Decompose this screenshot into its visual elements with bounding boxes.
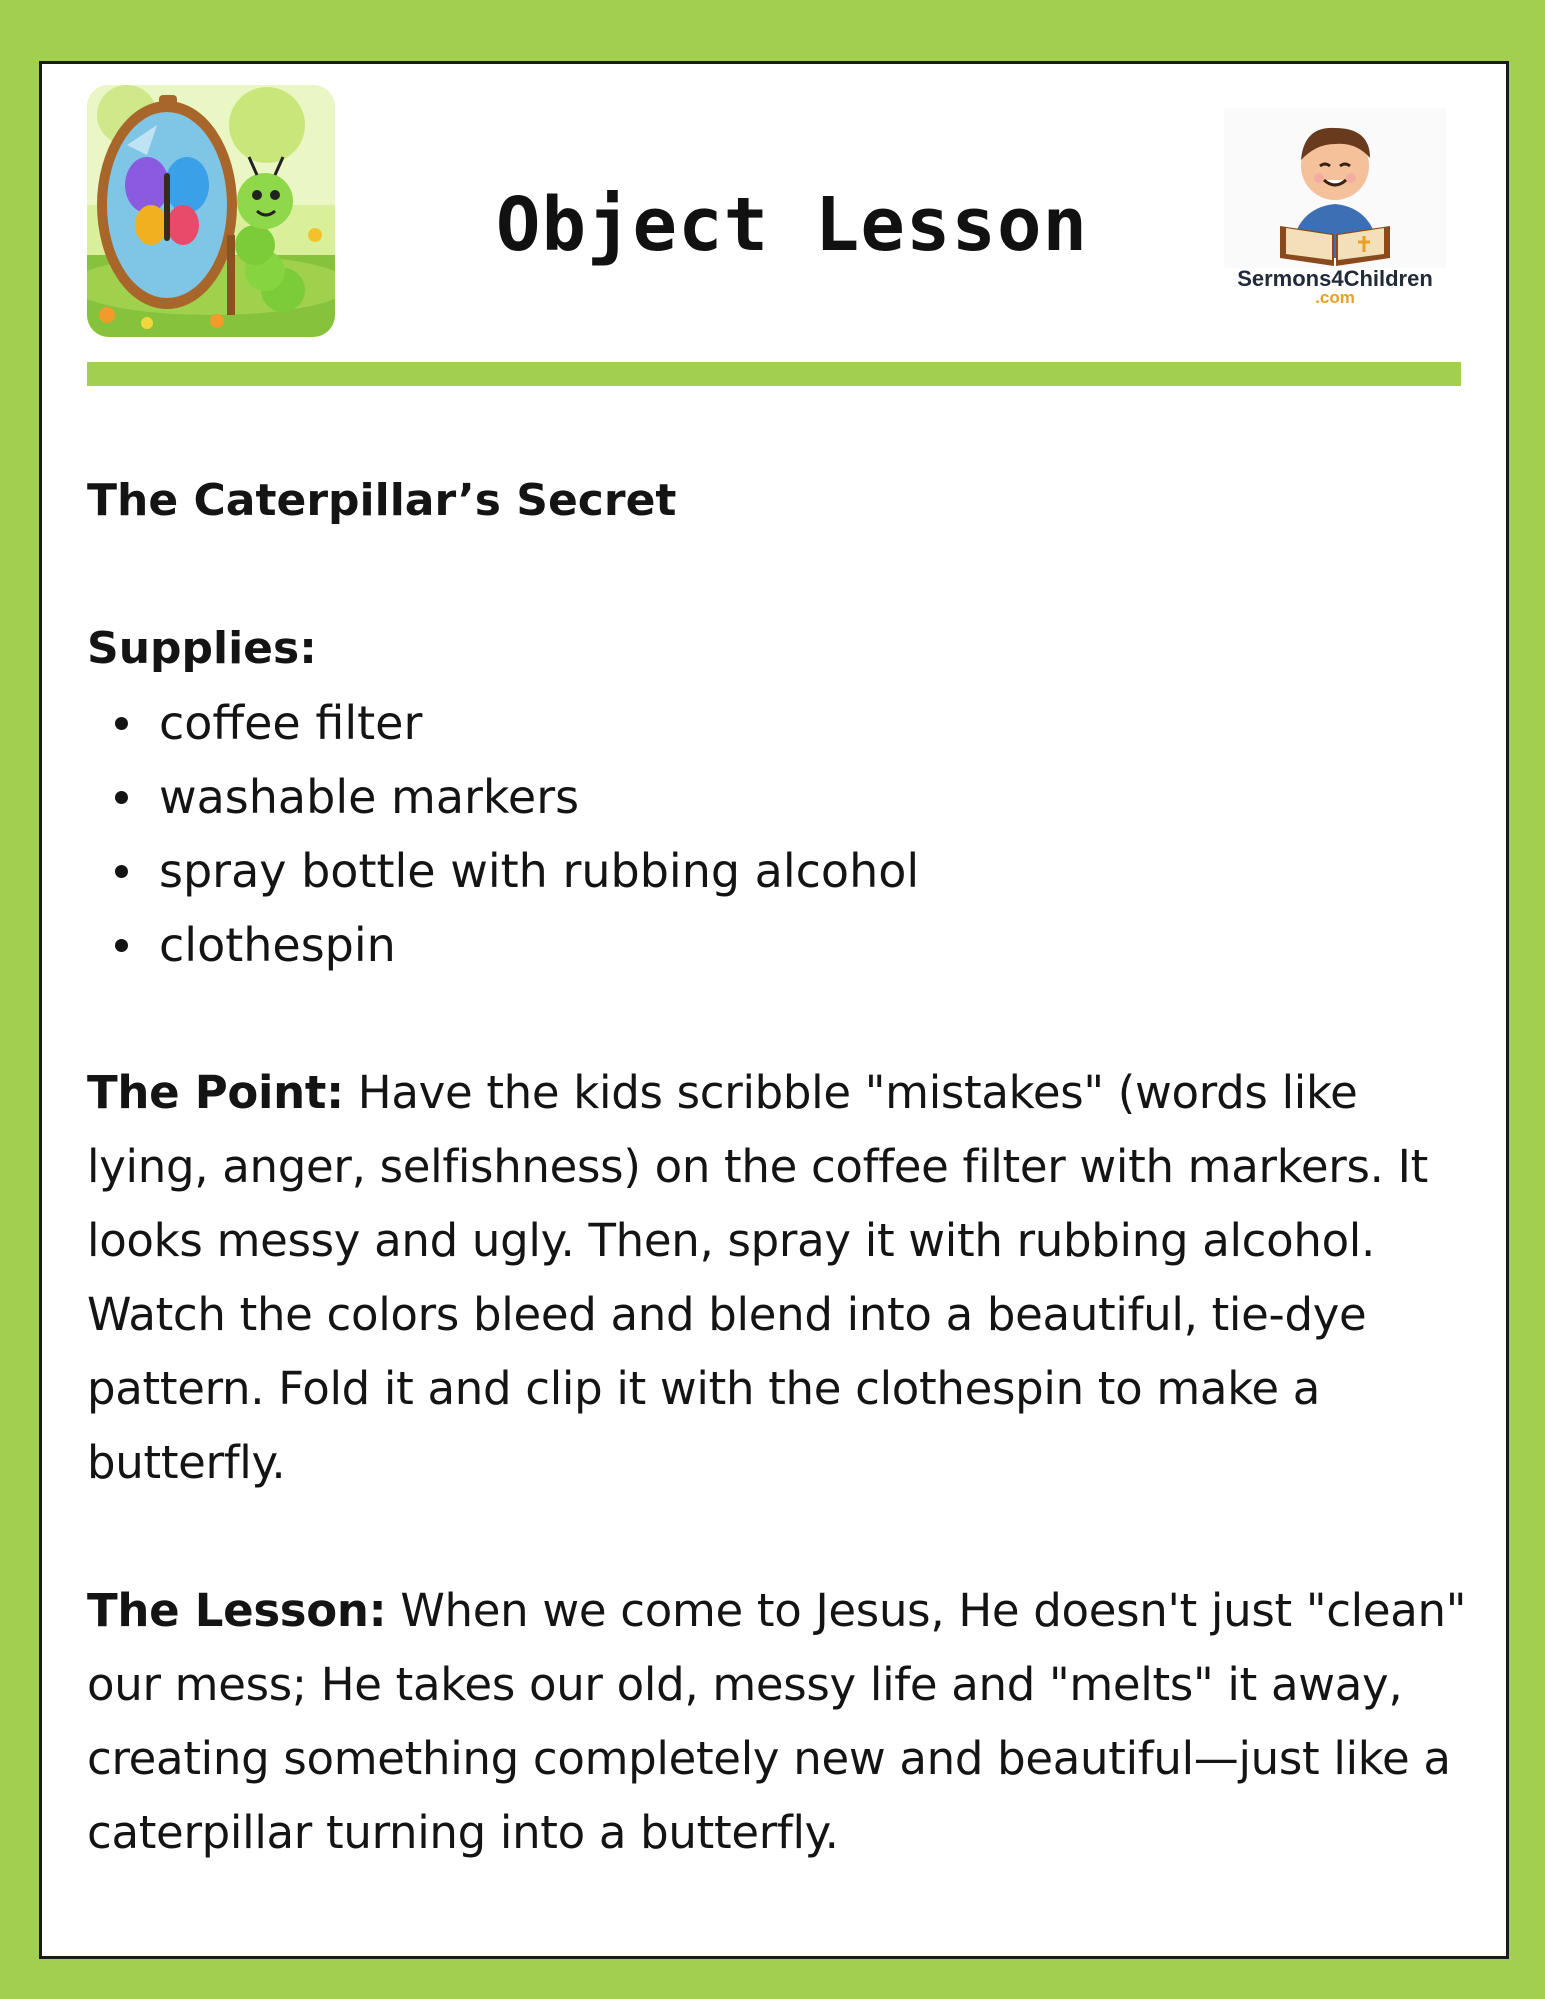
worksheet-page bbox=[39, 61, 1509, 1959]
lesson-paragraph bbox=[87, 1574, 1477, 1870]
bullet-icon bbox=[115, 717, 128, 730]
point-paragraph bbox=[87, 1056, 1477, 1500]
supplies-list bbox=[87, 686, 1477, 982]
supply-text: clothespin bbox=[159, 918, 396, 972]
supply-text: washable markers bbox=[159, 770, 580, 824]
lesson-content bbox=[87, 464, 1477, 1870]
logo-name: Sermons4Children bbox=[1237, 266, 1433, 291]
supply-text: coffee filter bbox=[159, 696, 423, 750]
list-item bbox=[159, 686, 1477, 760]
butterfly-mirror-caterpillar-icon bbox=[87, 85, 335, 337]
lesson-title: The Caterpillar’s Secret bbox=[87, 475, 677, 526]
page-title: Object Lesson bbox=[495, 182, 1089, 268]
point-label: The Point: bbox=[87, 1066, 344, 1119]
boy-reading-bible-icon bbox=[1224, 108, 1446, 268]
lesson-text: When we come to Jesus, He doesn't just "clean" our mess; He takes our old, messy life and "melts" it away, creating something completely new and beautiful—just like a caterpillar turning into a butterfly. bbox=[87, 1584, 1467, 1859]
supplies-heading: Supplies: bbox=[87, 623, 317, 674]
bullet-icon bbox=[115, 791, 128, 804]
lesson-label: The Lesson: bbox=[87, 1584, 387, 1637]
header-divider bbox=[87, 362, 1461, 386]
bullet-icon bbox=[115, 939, 128, 952]
logo-domain-suffix: .com bbox=[1315, 288, 1355, 307]
site-logo bbox=[1224, 108, 1446, 338]
header bbox=[42, 64, 1506, 384]
list-item bbox=[159, 760, 1477, 834]
supply-text: spray bottle with rubbing alcohol bbox=[159, 844, 920, 898]
point-text: Have the kids scribble "mistakes" (words like lying, anger, selfishness) on the coffee filter with markers. It looks messy and ugly. Then, spray it with rubbing alcohol. Watch the colors bleed and blend into a beautiful, tie-dye pattern. Fold it and clip it with the clothespin to make a butterfly. bbox=[87, 1066, 1428, 1489]
list-item bbox=[159, 834, 1477, 908]
bullet-icon bbox=[115, 865, 128, 878]
list-item bbox=[159, 908, 1477, 982]
lesson-thumbnail bbox=[87, 85, 335, 337]
